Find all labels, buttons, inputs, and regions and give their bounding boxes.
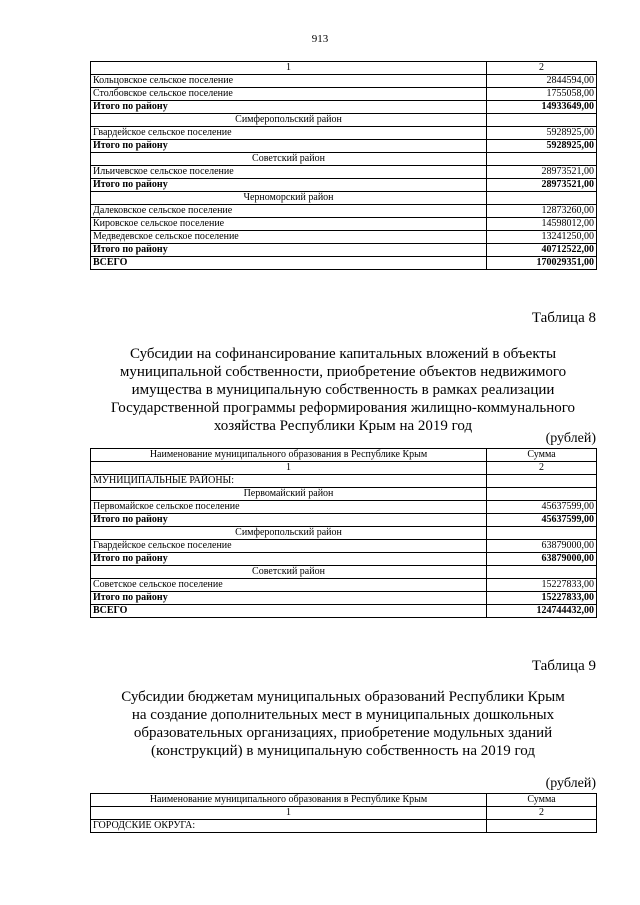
table-8-caption [90, 345, 596, 435]
total-label: Итого по району [91, 244, 487, 257]
header-amount-column: Сумма [487, 449, 597, 462]
table-row [91, 127, 597, 140]
header-name-column: Наименование муниципального образования в Республике Крым [91, 449, 487, 462]
district-header-row [91, 114, 597, 127]
municipality-name: Первомайское сельское поселение [91, 501, 487, 514]
total-amount: 124744432,00 [487, 605, 597, 618]
table-row [91, 218, 597, 231]
table-row [91, 540, 597, 553]
amount-cell: 13241250,00 [487, 231, 597, 244]
table-9-label: Таблица 9 [531, 658, 596, 674]
total-amount: 15227833,00 [487, 592, 597, 605]
municipality-name: Гвардейское сельское поселение [91, 127, 487, 140]
column-number-2: 2 [487, 807, 597, 820]
amount-cell: 63879000,00 [487, 540, 597, 553]
amount-cell: 15227833,00 [487, 579, 597, 592]
amount-cell: 12873260,00 [487, 205, 597, 218]
district-header-row [91, 566, 597, 579]
header-name-column: Наименование муниципального образования в Республике Крым [91, 794, 487, 807]
total-row [91, 257, 597, 270]
table-8-label: Таблица 8 [531, 310, 596, 326]
table-8-unit: (рублей) [545, 431, 596, 446]
total-label: Итого по району [91, 179, 487, 192]
district-header-row [91, 192, 597, 205]
section-name: ГОРОДСКИЕ ОКРУГА: [91, 820, 487, 833]
empty-cell [487, 820, 597, 833]
municipality-name: Медведевское сельское поселение [91, 231, 487, 244]
table-continuation [90, 61, 597, 270]
caption-line: имущества в муниципальную собственность в рамках реализации [131, 382, 555, 398]
section-header-row [91, 475, 597, 488]
total-amount: 14933649,00 [487, 101, 597, 114]
column-number-2: 2 [487, 462, 597, 475]
table-row [91, 205, 597, 218]
empty-cell [487, 527, 597, 540]
total-row [91, 553, 597, 566]
amount-cell: 14598012,00 [487, 218, 597, 231]
column-number-1: 1 [91, 807, 487, 820]
header-row [91, 794, 597, 807]
total-label: Итого по району [91, 101, 487, 114]
total-row [91, 101, 597, 114]
municipality-name: Столбовское сельское поселение [91, 88, 487, 101]
header-amount-column: Сумма [487, 794, 597, 807]
empty-cell [487, 192, 597, 205]
table-row [91, 231, 597, 244]
empty-cell [487, 114, 597, 127]
total-label: Итого по району [91, 514, 487, 527]
total-amount: 170029351,00 [487, 257, 597, 270]
table-body [91, 449, 597, 618]
column-number-1: 1 [91, 462, 487, 475]
column-number-row [91, 807, 597, 820]
table-row [91, 88, 597, 101]
total-row [91, 179, 597, 192]
table-9 [90, 793, 597, 833]
caption-line: Государственной программы реформирования жилищно-коммунального [110, 400, 576, 416]
empty-cell [487, 475, 597, 488]
section-name: МУНИЦИПАЛЬНЫЕ РАЙОНЫ: [91, 475, 487, 488]
caption-line: на создание дополнительных мест в муниципальных дошкольных [131, 707, 555, 723]
district-header-row [91, 488, 597, 501]
caption-line: хозяйства Республики Крым на 2019 год [213, 418, 473, 434]
table-row [91, 166, 597, 179]
total-label: Итого по району [91, 592, 487, 605]
municipality-name: Гвардейское сельское поселение [91, 540, 487, 553]
district-name: Симферопольский район [91, 114, 487, 127]
caption-line: Субсидии бюджетам муниципальных образований Республики Крым [121, 689, 565, 705]
municipality-name: Кольцовское сельское поселение [91, 75, 487, 88]
amount-cell: 1755058,00 [487, 88, 597, 101]
table-8 [90, 448, 597, 618]
amount-cell: 2844594,00 [487, 75, 597, 88]
empty-cell [487, 153, 597, 166]
header-row [91, 449, 597, 462]
total-amount: 63879000,00 [487, 553, 597, 566]
municipality-name: Кировское сельское поселение [91, 218, 487, 231]
total-label: ВСЕГО [91, 257, 487, 270]
total-row [91, 140, 597, 153]
amount-cell: 45637599,00 [487, 501, 597, 514]
table-row [91, 501, 597, 514]
total-amount: 28973521,00 [487, 179, 597, 192]
column-number-row [91, 462, 597, 475]
municipality-name: Далековское сельское поселение [91, 205, 487, 218]
district-header-row [91, 527, 597, 540]
caption-line: Субсидии на софинансирование капитальных вложений в объекты [129, 346, 557, 362]
total-label: Итого по району [91, 553, 487, 566]
district-name: Черноморский район [91, 192, 487, 205]
total-row [91, 605, 597, 618]
table-body [91, 794, 597, 833]
total-row [91, 244, 597, 257]
municipality-name: Ильичевское сельское поселение [91, 166, 487, 179]
district-name: Советский район [91, 153, 487, 166]
section-header-row [91, 820, 597, 833]
total-label: Итого по району [91, 140, 487, 153]
amount-cell: 28973521,00 [487, 166, 597, 179]
district-name: Первомайский район [91, 488, 487, 501]
total-amount: 45637599,00 [487, 514, 597, 527]
total-amount: 5928925,00 [487, 140, 597, 153]
caption-line: муниципальной собственности, приобретение объектов недвижимого [119, 364, 567, 380]
district-name: Симферопольский район [91, 527, 487, 540]
empty-cell [487, 566, 597, 579]
amount-cell: 5928925,00 [487, 127, 597, 140]
total-label: ВСЕГО [91, 605, 487, 618]
table-body [91, 62, 597, 270]
district-name: Советский район [91, 566, 487, 579]
district-header-row [91, 153, 597, 166]
page-number: 913 [311, 33, 329, 45]
total-row [91, 514, 597, 527]
table-9-unit: (рублей) [545, 776, 596, 791]
caption-line: образовательных организациях, приобретение модульных зданий [133, 725, 553, 741]
column-number-row [91, 62, 597, 75]
column-number-1: 1 [91, 62, 487, 75]
table-9-caption [90, 688, 596, 760]
table-row [91, 579, 597, 592]
column-number-2: 2 [487, 62, 597, 75]
total-row [91, 592, 597, 605]
municipality-name: Советское сельское поселение [91, 579, 487, 592]
empty-cell [487, 488, 597, 501]
table-row [91, 75, 597, 88]
caption-line: (конструкций) в муниципальную собственность на 2019 год [151, 743, 535, 759]
total-amount: 40712522,00 [487, 244, 597, 257]
